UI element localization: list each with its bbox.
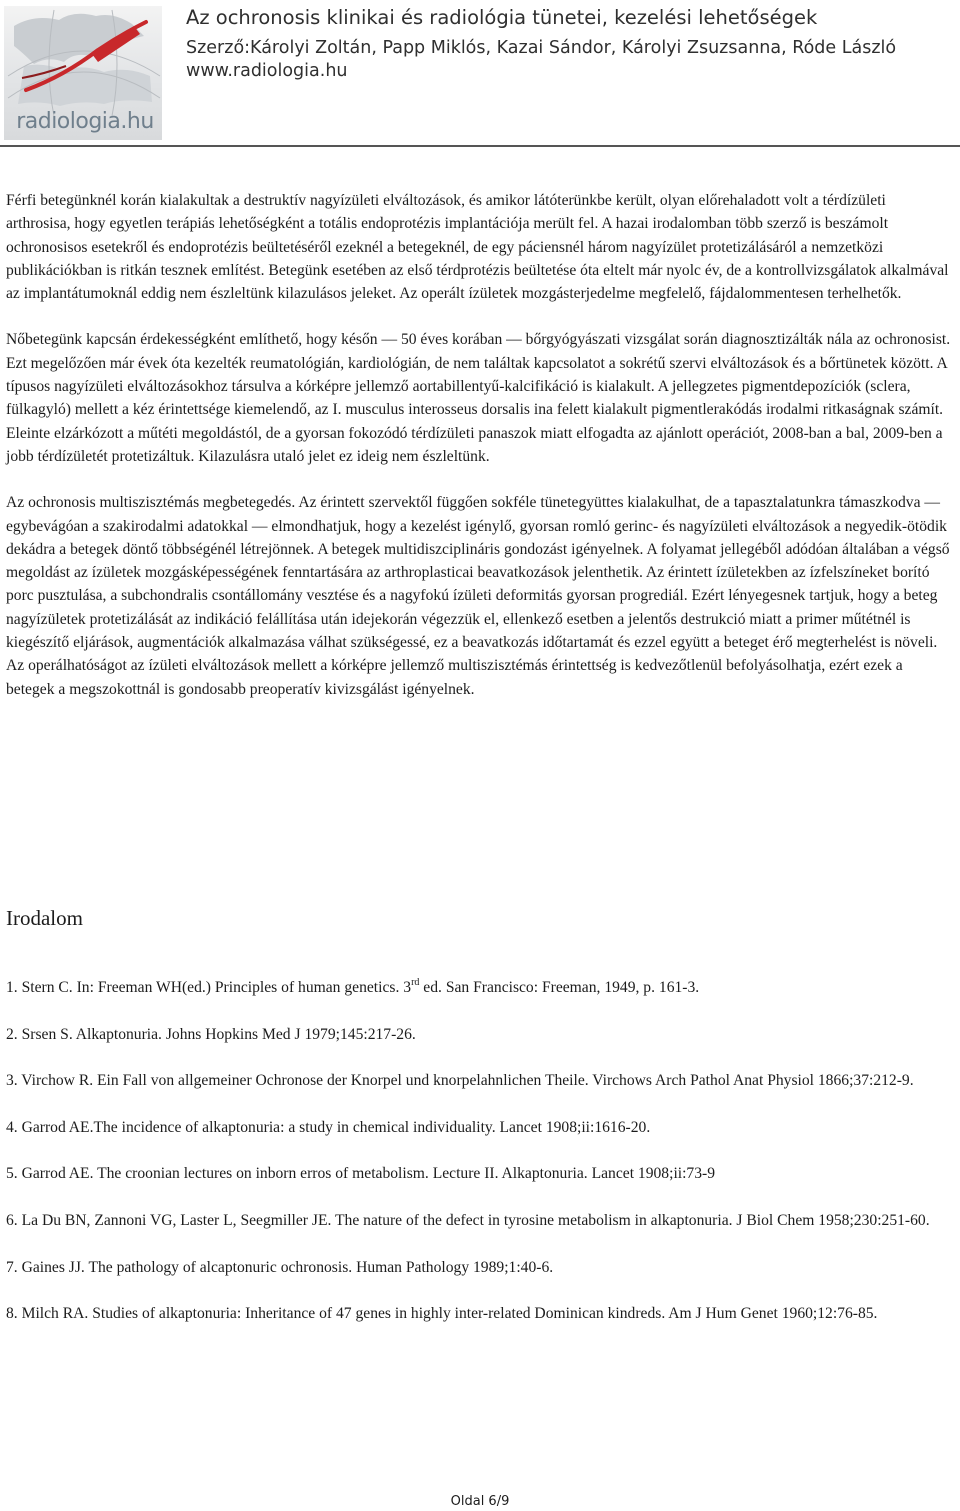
reference-item	[6, 1023, 952, 1046]
reference-text: 2. Srsen S. Alkaptonuria. Johns Hopkins Med J 1979;145:217-26.	[6, 1025, 416, 1043]
references-heading: Irodalom	[6, 906, 83, 930]
body-paragraph: Férfi betegünknél korán kialakultak a destruktív nagyízületi elváltozások, és amikor látóterünkbe került, olyan előrehaladott volt a térdízületi arthrosisa, hogy egyetlen terápiás lehetőségként a totális endoprotézis implantációja merült fel. A hazai irodalomban több szerző is beszámolt ochronosisos esetekről és endoprotézis beültetéséről ezeknél a betegeknél, de egy páciensnél három nagyízület protetizálásáról a nemzetközi publikációkban is ritkán tesznek említést. Betegünk esetében az első térdprotézis beültetése óta eltelt már nyolc év, de a kontrollvizsgálatok alkalmával az implantátumoknál eddig nem észleltünk kilazulásos jeleket. Az operált ízületek mozgásterjedelme megfelelő, fájdalommentesen terhelhetők.	[6, 192, 949, 303]
reference-item	[6, 1162, 952, 1185]
body-paragraph: Az ochronosis multiszisztémás megbetegedés. Az érintett szervektől függően sokféle tünetegyüttes kialakulhat, de a tapasztalatunkra támaszkodva — egybevágóan a szakirodalmi adatokkal — elmondhatjuk, hogy a kezelést igénylő, gyorsan romló gerinc- és nagyízületi elváltozások a negyedik-ötödik dekádra a betegek döntő többségénél létrejönnek. A betegek multidiszciplináris gondozást igényelnek. A folyamat jellegéből adódóan általában a végső megoldást az ízületek mozgásképességének fenntartására az arthroplasticai beavatkozások jelenthetik. Az érintett ízületekben az ízfelszíneket borító porc pusztulása, a subchondralis csontállomány vesztése és a nagyfokú ízületi deformitás gyorsan progrediál. Ezért lényegesnek tartjuk, hogy a beteg nagyízületek protetizálását az indikáció felállítása után idejekorán végezzük el, ellenkező esetben a jelentős destrukció miatt a primer műtétnél is kiegészítő eljárások, augmentációk alkalmazása válhat szükségessé, ez a beavatkozás időtartamát és ezzel együtt a beteget érő megterhelést is növeli. Az operálhatóságot az ízületi elváltozások mellett a kórképre jellemző multiszisztémás érintettség is kedvezőtlenül befolyásolhatja, ezért ezek a betegek a megszokottnál is gondosabb preoperatív kivizsgálást igényelnek.	[6, 494, 950, 698]
reference-item	[6, 1069, 952, 1092]
body-paragraph: Nőbetegünk kapcsán érdekességként említhető, hogy későn — 50 éves korában — bőrgyógyászati vizsgálat során diagnosztizálták nála az ochronosist. Ezt megelőzően már évek óta kezelték reumatológián, kardiológián, de nem találtak kapcsolatot a sokrétű szervi elváltozások és a bőrtünetek között. A típusos nagyízületi elváltozásokhoz társulva a kórképre jellemző aortabillentyű-kalcifikáció is kialakult. A jellegzetes pigmentdepozíciók (sclera, fülkagyló) mellett a kéz érintettsége kiemelendő, az I. musculus interosseus dorsalis ina felett kialakult pigmentlerakódás irodalmi ritkaságnak számít. Eleinte elzárkózott a műtéti megoldástól, de a gyorsan fokozódó térdízületi panaszok miatt elfogadta az ajánlott operációt, 2008-ban a bal, 2009-ben a jobb térdízületét protetizáltuk. Kilazulásra utaló jelet ez ideig nem észleltünk.	[6, 331, 951, 465]
document-authors: Szerző:Károlyi Zoltán, Papp Miklós, Kazai Sándor, Károlyi Zsuzsanna, Róde László	[186, 38, 897, 58]
site-url: www.radiologia.hu	[186, 61, 348, 81]
reference-text: 5. Garrod AE. The croonian lectures on inborn erros of metabolism. Lecture II. Alkaptonuria. Lancet 1908;ii:73-9	[6, 1165, 716, 1183]
reference-text: 6. La Du BN, Zannoni VG, Laster L, Seegmiller JE. The nature of the defect in tyrosine metabolism in alkaptonuria. J Biol Chem 1958;230:251-60.	[6, 1211, 930, 1229]
reference-text: 3. Virchow R. Ein Fall von allgemeiner Ochronose der Knorpel und knorpelahnlichen Theile. Virchows Arch Pathol Anat Physiol 1866;37:212-9.	[6, 1072, 914, 1090]
reference-item	[6, 976, 952, 999]
reference-text-tail: ed. San Francisco: Freeman, 1949, p. 161-3.	[419, 979, 700, 996]
page-header	[0, 0, 960, 148]
reference-item	[6, 1209, 952, 1232]
reference-text: 1. Stern C. In: Freeman WH(ed.) Principles of human genetics. 3	[6, 979, 412, 996]
radiologia-logo	[4, 6, 162, 140]
reference-text: 8. Milch RA. Studies of alkaptonuria: Inheritance of 47 genes in highly inter-related Dominican kindreds. Am J Hum Genet 1960;12:76-85.	[6, 1305, 878, 1323]
reference-superscript: rd	[411, 976, 420, 988]
reference-list	[6, 976, 952, 1349]
reference-item	[6, 1256, 952, 1279]
page-number: Oldal 6/9	[450, 1494, 510, 1509]
reference-item	[6, 1116, 952, 1139]
article-body	[6, 189, 952, 724]
reference-item	[6, 1302, 952, 1325]
header-divider	[0, 145, 960, 147]
logo-wordmark: radiologia.hu	[16, 109, 154, 134]
reference-text: 7. Gaines JJ. The pathology of alcaptonuric ochronosis. Human Pathology 1989;1:40-6.	[6, 1258, 554, 1276]
reference-text: 4. Garrod AE.The incidence of alkaptonuria: a study in chemical individuality. Lancet 1908;ii:1616-20.	[6, 1118, 651, 1136]
document-title: Az ochronosis klinikai és radiológia tünetei, kezelési lehetőségek	[186, 6, 818, 29]
